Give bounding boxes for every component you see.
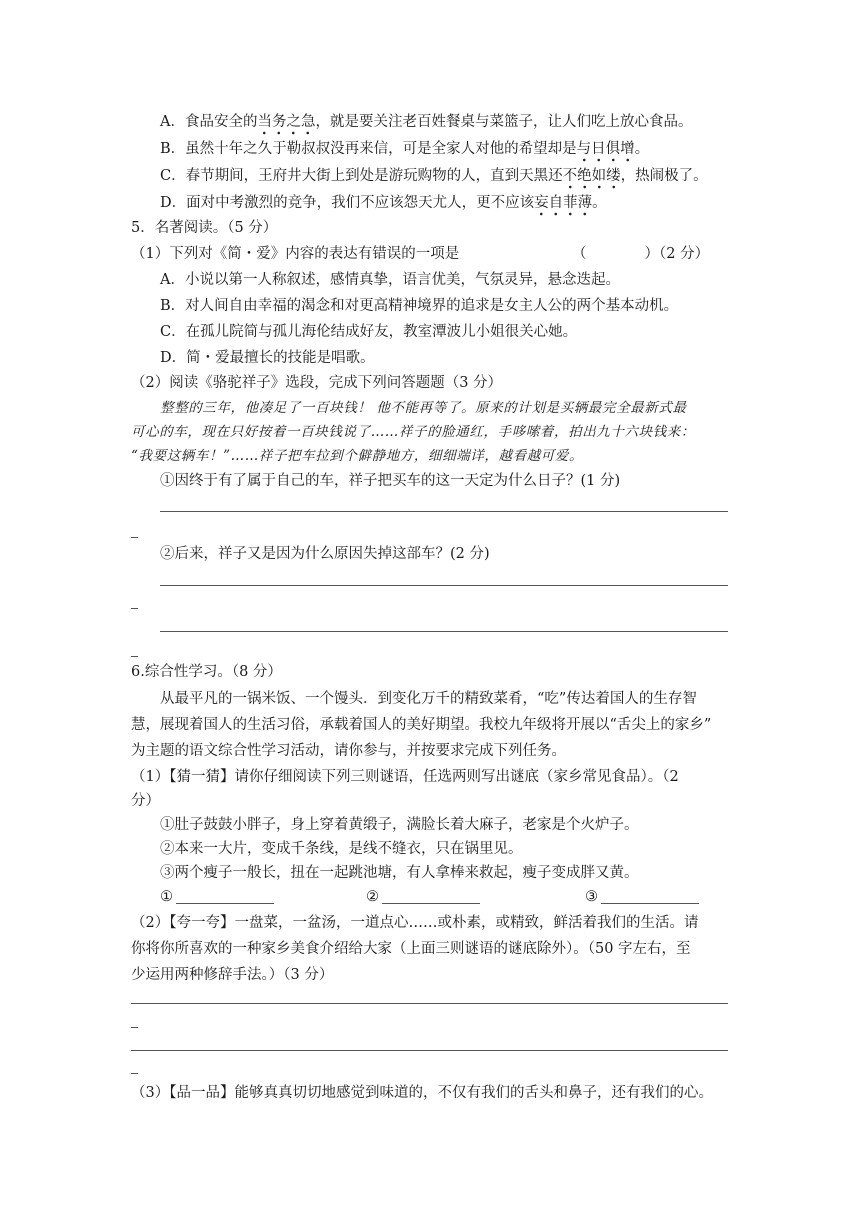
q4-option-c-idiom: 不绝如缕: [563, 168, 621, 189]
riddle-answer-blank-2[interactable]: [382, 903, 480, 904]
riddle-3: ③两个瘦子一般长，扭在一起跳池塘，有人拿棒来救起，瘦子变成胖又黄。: [160, 865, 639, 881]
answer-line-continuation: [131, 537, 138, 538]
q6-intro-line-3: 为主题的语文综合性学习活动，请你参与，并按要求完成下列任务。: [131, 743, 566, 759]
q5-title: 5．名著阅读。（5 分）: [131, 220, 278, 236]
q6-task3-line-1: （3）【品一品】能够真真切切地感觉到味道的，不仅有我们的舌头和鼻子，还有我们的心。: [131, 1085, 713, 1101]
q4-option-b: B．虽然十年之久于勒叔叔没再来信，可是全家人对他的希望却是与日俱增。: [160, 139, 649, 159]
q5-part1-option-a: A．小说以第一人称叙述，感情真挚，语言优美，气氛灵异，悬念迭起。: [160, 272, 620, 288]
passage-line-2: 可心的车，现在只好按着一百块钱说了……祥子的脸通红，手哆嗦着，拍出九十六块钱来：: [131, 424, 695, 440]
q5-part1-stem: （1）下列对《简・爱》内容的表达有错误的一项是: [131, 246, 460, 262]
q5-part1-option-b: B．对人间自由幸福的渴念和对更高精神境界的追求是女主人公的两个基本动机。: [160, 298, 679, 314]
riddle-answer-blank-3[interactable]: [601, 903, 699, 904]
q6-intro-line-2: 慧，展现着国人的生活习俗，承载着国人的美好期望。我校九年级将开展以“舌尖上的家乡”: [131, 717, 712, 733]
q6-task2-line-3: 少运用两种修辞手法。）（3 分）: [131, 967, 334, 983]
q5-subquestion-2: ②后来，祥子又是因为什么原因失掉这部车？(2 分): [160, 546, 490, 562]
answer-line-continuation: [131, 1073, 138, 1074]
riddle-answer-label-3: ③: [585, 889, 598, 905]
q6-intro-line-1: 从最平凡的一锅米饭、一个馒头．到变化万千的精致菜肴，“吃”传达着国人的生存智: [160, 691, 697, 707]
q5-part2-stem: （2）阅读《骆驼祥子》选段，完成下列问答题题（3 分）: [131, 375, 503, 391]
q6-task1-line-2: 分）: [131, 793, 160, 809]
q4-option-b-idiom: 与日俱增: [577, 141, 635, 162]
answer-line[interactable]: [131, 1050, 728, 1051]
q5-part1-option-d: D．简・爱最擅长的技能是唱歌。: [160, 350, 375, 366]
q5-subquestion-1: ①因终于有了属于自己的车，祥子把买车的这一天定为什么日子？(1 分): [160, 473, 621, 489]
q6-task2-line-2: 你将你所喜欢的一种家乡美食介绍给大家（上面三则谜语的谜底除外）。（50 字左右，至: [131, 941, 691, 957]
passage-line-1: 整整的三年，他凑足了一百块钱！ 他不能再等了。原来的计划是买辆最完全最新式最: [160, 400, 687, 416]
riddle-1: ①肚子鼓鼓小胖子，身上穿着黄缎子，满脸长着大麻子，老家是个火炉子。: [160, 817, 639, 833]
q4-option-a-idiom: 当务之急: [257, 114, 315, 135]
q5-part1-answer-paren: （ ）（2 分）: [572, 246, 710, 262]
answer-line[interactable]: [131, 1003, 728, 1004]
answer-line-continuation: [131, 656, 138, 657]
q4-option-a: A．食品安全的当务之急，就是要关注老百姓餐桌与菜篮子，让人们吃上放心食品。: [160, 112, 692, 132]
answer-line-continuation: [131, 1027, 138, 1028]
q4-option-c: C．春节期间，王府井大街上到处是游玩购物的人，直到天黑还不绝如缕，热闹极了。: [160, 166, 708, 186]
passage-line-3: “我要这辆车！”……祥子把车拉到个僻静地方，细细端详，越看越可爱。: [131, 448, 584, 464]
q4-option-d-idiom: 妄自菲薄: [534, 195, 592, 216]
riddle-2: ②本来一大片，变成千条线，是线不缝衣，只在锅里见。: [160, 841, 523, 857]
q6-task2-line-1: （2）【夸一夸】一盘菜，一盆汤，一道点心……或朴素，或精致，鲜活着我们的生活。请: [131, 915, 699, 931]
q6-title: 6.综合性学习。（8 分）: [131, 664, 282, 680]
q5-part1-option-c: C．在孤儿院简与孤儿海伦结成好友，教室潭波儿小姐很关心她。: [160, 324, 578, 340]
answer-line[interactable]: [160, 585, 728, 586]
riddle-answer-label-1: ①: [160, 889, 173, 905]
answer-line-continuation: [131, 608, 138, 609]
answer-line[interactable]: [160, 631, 728, 632]
q4-option-d: D．面对中考激烈的竞争，我们不应该怨天尤人，更不应该妄自菲薄。: [160, 193, 607, 213]
q6-task1-line-1: （1）【猜一猜】请你仔细阅读下列三则谜语，任选两则写出谜底（家乡常见食品）。（2: [131, 769, 679, 785]
answer-line[interactable]: [160, 511, 728, 512]
riddle-answer-blank-1[interactable]: [176, 903, 274, 904]
riddle-answer-label-2: ②: [366, 889, 379, 905]
